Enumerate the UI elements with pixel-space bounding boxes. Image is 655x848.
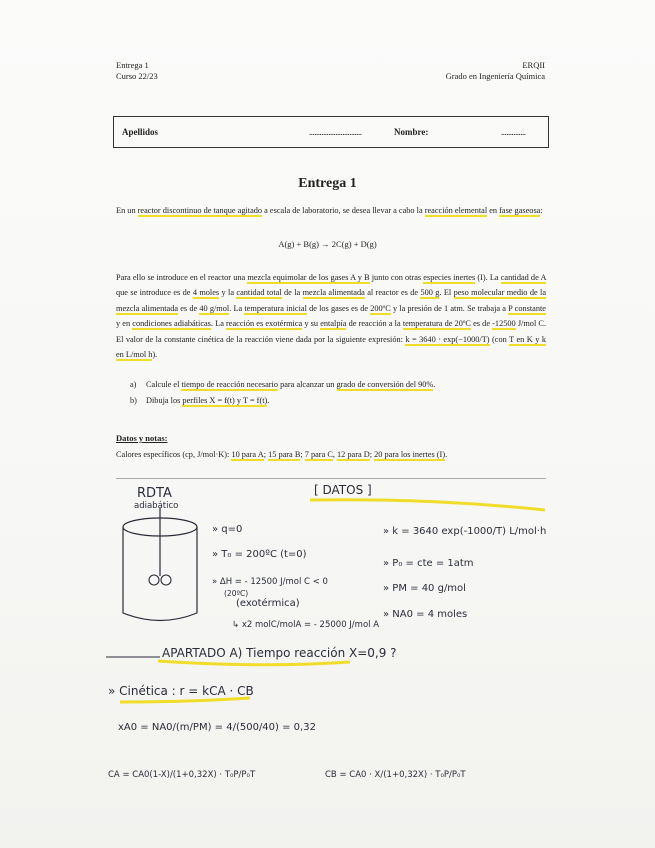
hw-cinetica: » Cinética : r = kCA · CB xyxy=(108,684,254,698)
hw-cb: CB = CA0 · X/(1+0,32X) · T₀P/P₀T xyxy=(325,770,466,780)
hw-dh: » ΔH = - 12500 J/mol C < 0 xyxy=(212,577,328,587)
datos-highlight-stroke xyxy=(310,500,545,510)
subject-code: ERQII xyxy=(522,60,545,70)
delivery-label: Entrega 1 xyxy=(116,60,149,70)
hw-datos-title: [ DATOS ] xyxy=(314,483,372,497)
course-label: Curso 22/23 xyxy=(116,71,158,81)
hw-t0: » T₀ = 200ºC (t=0) xyxy=(212,549,307,560)
hw-p0: » P₀ = cte = 1atm xyxy=(383,558,474,569)
stirrer-blade-left xyxy=(149,575,159,585)
hw-dh-sub: (20ºC) xyxy=(224,589,249,598)
hw-x2: ↳ x2 molC/molA = - 25000 J/mol A xyxy=(232,620,380,630)
question-b: b) Dibuja los perfiles X = f(t) y T = f(t). xyxy=(130,396,270,405)
hw-na0: » NA0 = 4 moles xyxy=(383,609,468,620)
reaction-equation: A(g) + B(g) → 2C(g) + D(g) xyxy=(278,239,377,249)
hw-adiabatico: adiabático xyxy=(134,501,179,511)
intro-paragraph: En un reactor discontinuo de tanque agitado a escala de laboratorio, se desea llevar a cabo la reacción elemental en fase gaseosa: xyxy=(116,206,543,215)
hw-ca: CA = CA0(1-X)/(1+0,32X) · T₀P/P₀T xyxy=(108,770,256,780)
surname-label: Apellidos xyxy=(122,127,159,137)
notes-specific-heats: Calores específicos (cp, J/mol·K): 10 para A; 15 para B; 7 para C, 12 para D; 20 para los inertes (I). xyxy=(116,450,448,459)
cinetica-highlight-stroke xyxy=(120,698,250,702)
name-blank: .............. xyxy=(501,127,526,137)
stirrer-blade-right xyxy=(161,575,171,585)
hw-apartado: APARTADO A) Tiempo reacción X=0,9 ? xyxy=(162,646,397,660)
degree-label: Grado en Ingeniería Química xyxy=(445,71,545,81)
name-label: Nombre: xyxy=(394,127,429,137)
hw-pm: » PM = 40 g/mol xyxy=(383,583,466,594)
problem-paragraph: Para ello se introduce en el reactor una mezcla equimolar de los gases A y B junto con otras especies inertes (I). La cantidad de A que se introduce es de 4 moles y la cantidad total de la mezcla alimentada al reactor es de 500 g. El peso molecular medio de la mezcla alimentada es de 40 g/mol. La temperatura inicial de los gases es de 200ºC y la presión de 1 atm. Se trabaja a P constante y en condiciones adiabáticas. La reacción es exotérmica y su entalpía de reacción a la temperatura de 20ºC es de -12500 J/mol C. El valor de la constante cinética de la reacción viene dada por la siguiente expresión: k = 3640 · exp(−1000/T) (con T en K y k en L/mol h). xyxy=(116,273,547,360)
page-title: Entrega 1 xyxy=(298,176,357,191)
hw-xa0: xA0 = NA0/(m/PM) = 4/(500/40) = 0,32 xyxy=(118,722,316,733)
surname-blank: .............................. xyxy=(309,127,362,137)
hw-k: » k = 3640 exp(-1000/T) L/mol·h xyxy=(383,526,547,537)
question-a: a) Calcule el tiempo de reacción necesario para alcanzar un grado de conversión del 90%. xyxy=(130,380,436,389)
hw-rdta: RDTA xyxy=(137,486,172,501)
hw-q0: » q=0 xyxy=(212,524,243,535)
notes-title: Datos y notas: xyxy=(116,433,168,443)
apartado-highlight-stroke xyxy=(158,661,350,665)
hw-exo: (exotérmica) xyxy=(236,598,300,609)
